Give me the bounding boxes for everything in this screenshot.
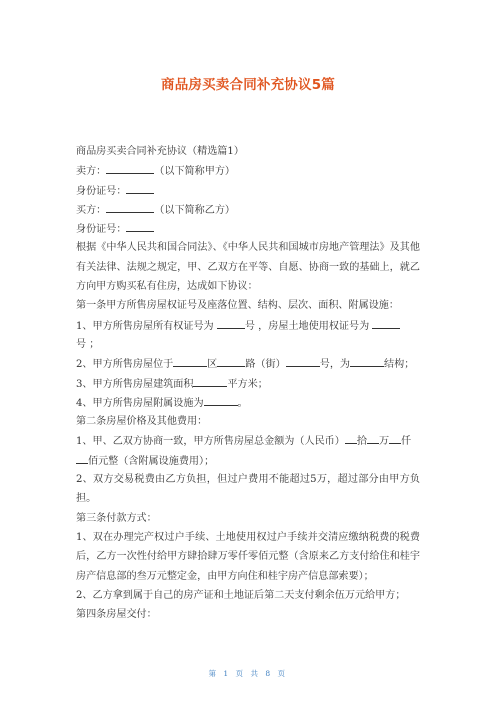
amount-blank-1 <box>345 431 357 444</box>
seller-id-line: 身份证号： <box>76 181 420 200</box>
article-2-title: 第二条房屋价格及其他费用： <box>76 416 208 428</box>
article-2-item-1-cont: 佰元整（含附属设施费用）； <box>76 451 420 470</box>
buyer-id-line: 身份证号： <box>76 219 420 238</box>
article-1-item-1: 1、甲方所售房屋所有权证号为 号 ，房屋土地使用权证号为 <box>76 316 420 335</box>
seller-blank <box>106 161 154 174</box>
amount-blank-4 <box>76 451 88 464</box>
buyer-blank <box>106 200 154 213</box>
article-2-item-2: 2、双方交易税费由乙方负担，但过户费用不能超过5万，超过部分由甲方负担。 <box>76 474 420 505</box>
document-title: 商品房买卖合同补充协议5篇 <box>161 77 335 93</box>
article-3-title: 第三条付款方式： <box>76 512 157 524</box>
buyer-id-blank <box>126 219 154 232</box>
article-1-item-2: 2、甲方所售房屋位于 区 路（街） 号，为 结构； <box>76 354 420 373</box>
ownership-cert-blank <box>217 316 245 329</box>
facilities-blank <box>204 393 238 406</box>
page-footer: 第 1 页 共 8 页 <box>208 669 288 678</box>
amount-blank-3 <box>389 431 401 444</box>
amount-blank-2 <box>367 431 379 444</box>
district-blank <box>173 354 207 367</box>
article-2-item-1: 1、甲、乙双方协商一致，甲方所售房屋总金额为（人民币） 拾 万 仟 <box>76 431 420 450</box>
seller-line: 卖方： （以下简称甲方） <box>76 161 420 180</box>
article-3-item-2: 2、乙方拿到属于自己的房产证和土地证后第二天支付剩余伍万元给甲方； <box>76 589 406 601</box>
article-4-title: 第四条房屋交付： <box>76 609 157 621</box>
number-blank <box>286 354 320 367</box>
document-body <box>76 142 420 624</box>
intro-paragraph: 根据《中华人民共和国合同法》、《中华人民共和国城市房地产管理法》及其他有关法律、法规之规定，甲、乙双方在平等、自愿、协商一致的基础上，就乙方向甲方购买私有住房，达成如下协议： <box>76 242 420 293</box>
article-3-item-1: 1、双在办理完产权过户手续、土地使用权过户手续并交清应缴纳税费的税费后，乙方一次性付给甲方肆拾肆万零仟零佰元整（含原来乙方支付给住和桂宇房产信息部的叁万元整定金，由甲方向住和桂宇房产信息部索要）； <box>76 531 420 582</box>
buyer-line: 买方： （以下简称乙方） <box>76 200 420 219</box>
subtitle: 商品房买卖合同补充协议（精选篇1） <box>76 146 244 157</box>
article-1-item-4: 4、甲方所售房屋附属设施为 。 <box>76 393 420 412</box>
area-blank <box>193 374 227 387</box>
article-1-title: 第一条甲方所售房屋权证号及座落位置、结构、层次、面积、附属设施： <box>76 300 399 312</box>
structure-blank <box>350 354 384 367</box>
land-cert-blank <box>372 316 400 329</box>
article-1-item-3: 3、甲方所售房屋建筑面积 平方米； <box>76 374 420 393</box>
seller-id-blank <box>126 181 154 194</box>
road-blank <box>217 354 245 367</box>
article-1-item-1-cont: 号 ； <box>76 338 100 350</box>
